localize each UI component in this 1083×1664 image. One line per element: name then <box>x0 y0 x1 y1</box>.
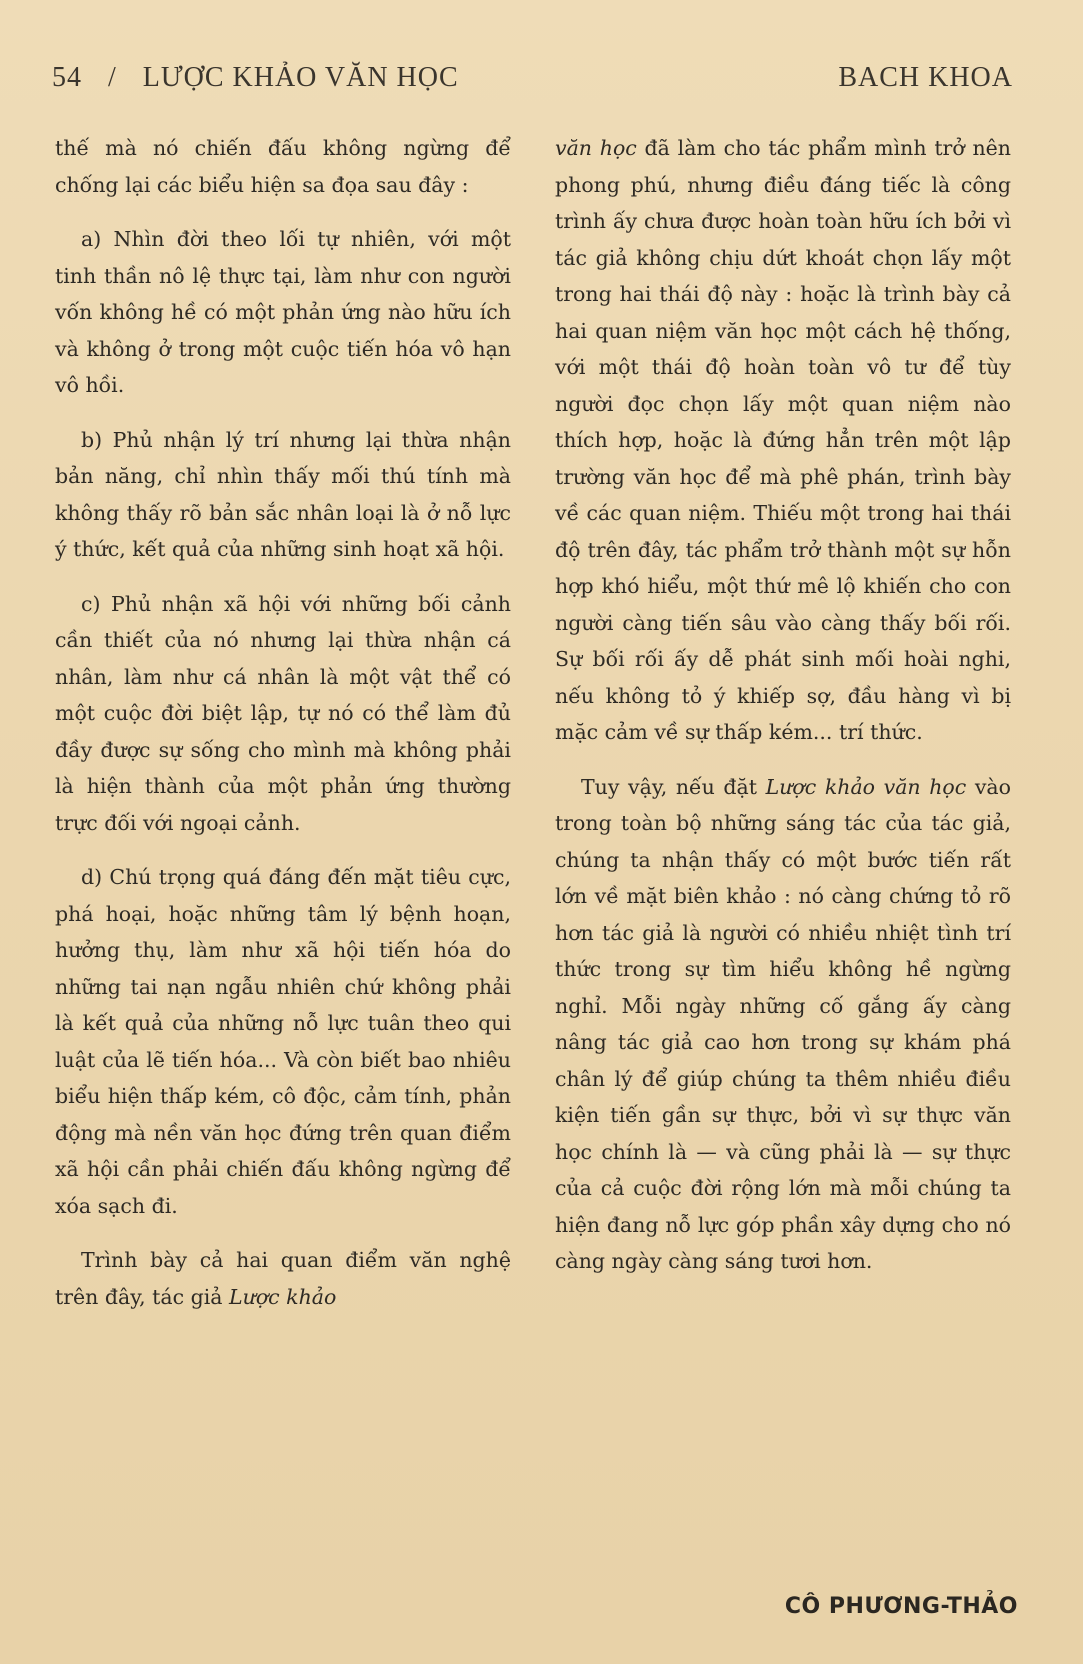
header-separator: / <box>108 62 117 93</box>
summary-text: Trình bày cả hai quan điểm văn nghệ trên đây, tác giả <box>55 1248 511 1309</box>
right-column <box>555 130 1011 1298</box>
paragraph-conclusion <box>555 769 1011 1280</box>
header-left <box>52 62 459 94</box>
page-header <box>52 62 1013 94</box>
conclusion-text-b: vào trong toàn bộ những sáng tác của tác giả, chúng ta nhận thấy có một bước tiến rất lớn về mặt biên khảo : nó càng chứng tỏ rõ hơn tác giả là người có nhiều nhiệt tình trí thức trong sự tìm hiểu không hề ngừng nghỉ. Mỗi ngày những cố gắng ấy càng nâng tác giả cao hơn trong sự khám phá chân lý để giúp chúng ta thêm nhiều điều kiện tiến gần sự thực, bởi vì sự thực văn học chính là — và cũng phải là — sự thực của cả cuộc đời rộng lớn mà mỗi chúng ta hiện đang nỗ lực góp phần xây dựng cho nó càng ngày càng sáng tươi hơn. <box>555 774 1011 1273</box>
book-title-italic: Lược khảo <box>229 1284 337 1309</box>
book-title-italic-cont: văn học <box>555 136 637 160</box>
paragraph-point-a: a) Nhìn đời theo lối tự nhiên, với một tinh thần nô lệ thực tại, làm như con người vốn không hề có một phản ứng nào hữu ích và không ở trong một cuộc tiến hóa vô hạn vô hồi. <box>55 227 511 397</box>
paragraph-point-d: d) Chú trọng quá đáng đến mặt tiêu cực, phá hoại, hoặc những tâm lý bệnh hoạn, hưởng thụ, làm như xã hội tiến hóa do những tai nạn ngẫu nhiên chứ không phải là kết quả của những nỗ lực tuân theo qui luật của lẽ tiến hóa... Và còn biết bao nhiêu biểu hiện thấp kém, cô độc, cảm tính, phản động mà nền văn học đứng trên quan điểm xã hội cần phải chiến đấu không ngừng để xóa sạch đi. <box>55 865 511 1218</box>
critique-text: đã làm cho tác phẩm mình trở nên phong phú, nhưng điều đáng tiếc là công trình ấy chưa được hoàn toàn hữu ích bởi vì tác giả không chịu dứt khoát chọn lấy một trong hai thái độ này : hoặc là trình bày cả hai quan niệm văn học một cách hệ thống, với một thái độ hoàn toàn vô tư để tùy người đọc chọn lấy một quan niệm nào thích hợp, hoặc là đứng hẳn trên một lập trường văn học để mà phê phán, trình bày về các quan niệm. Thiếu một trong hai thái độ trên đây, tác phẩm trở thành một sự hỗn hợp khó hiểu, một thứ mê lộ khiến cho con người càng tiến sâu vào càng thấy bối rối. Sự bối rối ấy dễ phát sinh mối hoài nghi, nếu không tỏ ý khiếp sợ, đầu hàng vì bị mặc cảm về sự thấp kém... trí thức. <box>555 136 1011 744</box>
publication-name: BACH KHOA <box>838 62 1013 93</box>
author-signature: CÔ PHƯƠNG-THẢO <box>784 1594 1018 1619</box>
page-number: 54 <box>52 62 82 93</box>
paragraph-point-c: c) Phủ nhận xã hội với những bối cảnh cần thiết của nó nhưng lại thừa nhận cá nhân, làm như cá nhân là một vật thể có một cuộc đời biệt lập, tự nó có thể làm đủ đầy được sự sống cho mình mà không phải là hiện thành của một phản ứng thường trực đối với ngoại cảnh. <box>55 591 511 835</box>
left-column <box>55 130 511 1333</box>
book-title-italic-full: Lược khảo văn học <box>765 774 967 799</box>
section-title: LƯỢC KHẢO VĂN HỌC <box>142 62 459 93</box>
paragraph-summary <box>55 1242 511 1315</box>
paragraph-intro: thế mà nó chiến đấu không ngừng để chống lại các biểu hiện sa đọa sau đây : <box>55 136 511 197</box>
paragraph-critique <box>555 130 1011 751</box>
paragraph-point-b: b) Phủ nhận lý trí nhưng lại thừa nhận bản năng, chỉ nhìn thấy mối thú tính mà không thấy rõ bản sắc nhân loại là ở nỗ lực ý thức, kết quả của những sinh hoạt xã hội. <box>55 427 511 561</box>
conclusion-text-a: Tuy vậy, nếu đặt <box>581 774 766 799</box>
